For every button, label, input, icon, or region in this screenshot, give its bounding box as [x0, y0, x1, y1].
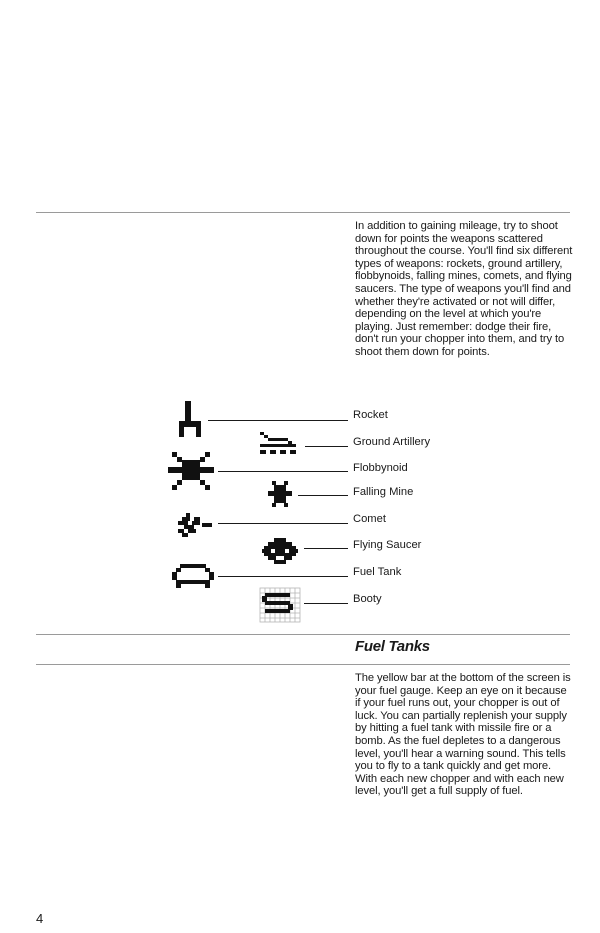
intro-paragraph: In addition to gaining mileage, try to shoot down for points the weapons scattered throughout the course. You'll find six different types of weapons: rockets, ground artillery, flobbynoids, falling mines, comets, and flying saucers. The type of weapons you'll find and whether they're activated or not will differ, depending on the level at which you're playing. Just remember: dodge their fire, don't run your chopper into them, and try to shoot them down for points. — [355, 220, 573, 358]
rocket-leader-line — [208, 420, 348, 421]
booty-leader-line — [304, 603, 348, 604]
legend-label-comet: Comet — [353, 513, 386, 525]
falling-mine-leader-line — [298, 495, 348, 496]
section-divider-lower — [36, 664, 570, 665]
flobbynoid-leader-line — [218, 471, 348, 472]
flying-saucer-leader-line — [304, 548, 348, 549]
ground-artillery-leader-line — [305, 446, 348, 447]
comet-leader-line — [218, 523, 348, 524]
flying-saucer-icon — [262, 538, 298, 564]
flobbynoid-icon — [168, 452, 214, 492]
falling-mine-icon — [268, 481, 292, 507]
rocket-icon — [177, 401, 203, 437]
fuel-tanks-paragraph: The yellow bar at the bottom of the screen is your fuel gauge. Keep an eye on it because if your fuel runs out, your chopper is out of luck. You can partially replenish your supply by hitting a fuel tank with missile fire or a bomb. As the fuel depletes to a dangerous level, you'll hear a warning sound. This tells you to fly to a tank quickly and get more. With each new chopper and with each new level, you'll get a full supply of fuel. — [355, 672, 571, 798]
legend-label-flying-saucer: Flying Saucer — [353, 539, 422, 551]
legend-label-rocket: Rocket — [353, 409, 388, 421]
legend-label-ground-artillery: Ground Artillery — [353, 436, 431, 448]
ground-artillery-icon — [256, 432, 300, 456]
booty-icon — [258, 586, 302, 624]
fuel-tank-icon — [172, 564, 214, 588]
top-divider — [36, 212, 570, 213]
page-number: 4 — [36, 911, 44, 926]
legend-label-booty: Booty — [353, 593, 382, 605]
fuel-tanks-heading: Fuel Tanks — [355, 638, 430, 655]
section-divider-upper — [36, 634, 570, 635]
legend-label-flobbynoid: Flobbynoid — [353, 462, 408, 474]
comet-icon — [176, 513, 212, 539]
legend-label-fuel-tank: Fuel Tank — [353, 566, 402, 578]
legend-label-falling-mine: Falling Mine — [353, 486, 414, 498]
fuel-tank-leader-line — [218, 576, 348, 577]
